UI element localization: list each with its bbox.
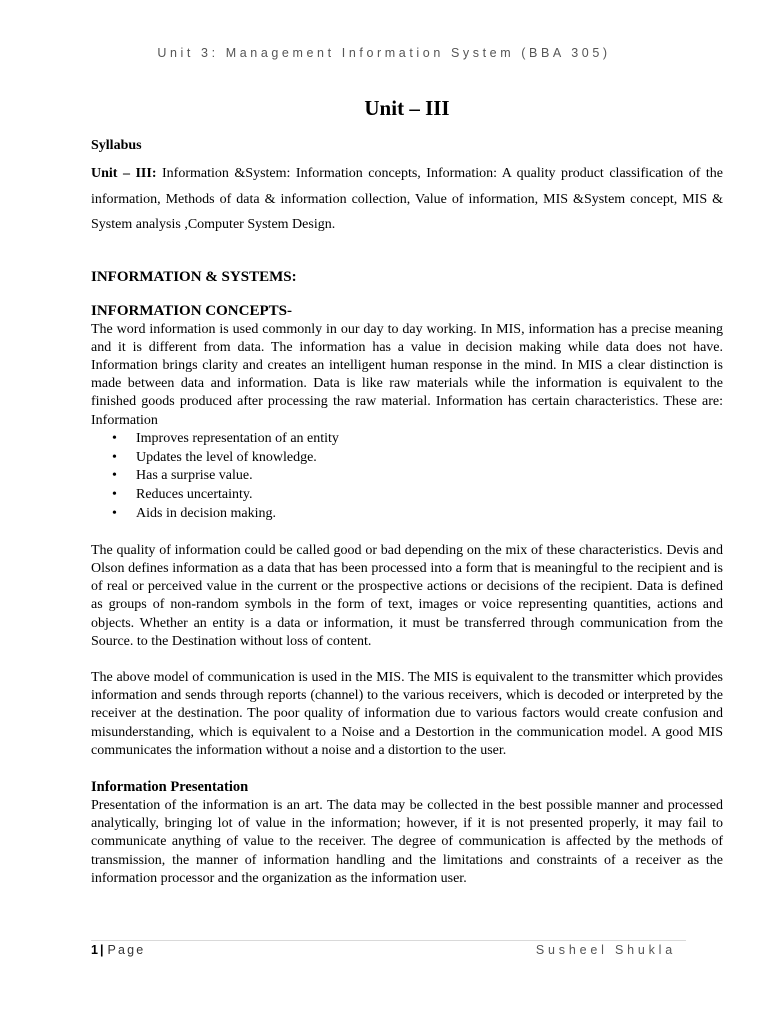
heading-information-systems: INFORMATION & SYSTEMS: — [91, 268, 297, 285]
syllabus-unit-label: Unit – III: — [91, 166, 157, 181]
characteristics-list — [91, 430, 723, 524]
footer-divider — [91, 940, 686, 941]
footer-author: Susheel Shukla — [535, 943, 676, 957]
list-item: • Has a surprise value. — [136, 467, 723, 486]
footer-separator: | — [99, 943, 104, 957]
syllabus-text: Information &System: Information concepts, Information: A quality product classification of the information, Methods of data & information collection, Value of information, MIS &System concept, MIS & System analysis ,Computer System Design. — [91, 166, 723, 232]
running-header: Unit 3: Management Information System (BBA 305) — [157, 46, 611, 60]
bullet-icon: • — [112, 487, 117, 503]
heading-information-presentation: Information Presentation — [91, 778, 249, 795]
paragraph-information-concepts: The word information is used commonly in our day to day working. In MIS, information has a precise meaning and it is different from data. The information has a value in decision making while data does not have. Information brings clarity and creates an intelligent human response in the mind. In MIS a clear distinction is made between data and information. Data is like raw materials while the information is equivalent to the finished goods produced after processing the raw material. Information has certain characteristics. These are: Information — [91, 321, 723, 428]
page-number: 1 — [91, 943, 98, 957]
list-item: • Aids in decision making. — [136, 505, 723, 524]
page-content — [91, 94, 723, 888]
bullet-icon: • — [112, 505, 117, 521]
list-item: • Updates the level of knowledge. — [136, 449, 723, 468]
list-item: • Reduces uncertainty. — [136, 486, 723, 505]
paragraph-information-quality: The quality of information could be called good or bad depending on the mix of these characteristics. Devis and Olson defines information as a data that has been processed into a form that is meaningful to the recipient and is of real or perceived value in the current or the prospective actions or decisions of the recipient. Data is defined as groups of non-random symbols in the form of text, images or voice representing quantities, actions and objects. Whether an entity is a data or information, it must be transferred through communication from the Source. to the Destination without loss of content. — [91, 542, 723, 649]
paragraph-information-presentation: Presentation of the information is an art. The data may be collected in the best possible manner and processed analytically, bringing lot of value in the information; however, if it is not presented properly, it may fail to communicate anything of value to the receiver. The degree of communication is affected by the methods of transmission, the manner of information handling and the limitations and constraints of a receiver as the information processor and the organization as the information user. — [91, 797, 723, 886]
paragraph-communication-model: The above model of communication is used in the MIS. The MIS is equivalent to the transmitter which provides information and sends through reports (channel) to the various receivers, which is decoded or interpreted by the receiver at the destination. The poor quality of information due to various factors would create confusion and misunderstanding, which is equivalent to a Noise and a Destortion in the communication model. A good MIS communicates the information without a noise and a distortion to the user. — [91, 669, 723, 758]
syllabus-paragraph — [91, 161, 723, 238]
syllabus-heading: Syllabus — [91, 138, 142, 153]
footer-page-indicator — [91, 943, 145, 957]
page-title: Unit – III — [364, 96, 450, 120]
page-label: Page — [107, 943, 146, 957]
bullet-icon: • — [112, 430, 117, 446]
bullet-icon: • — [112, 449, 117, 465]
list-item: • Improves representation of an entity — [136, 430, 723, 449]
heading-information-concepts: INFORMATION CONCEPTS- — [91, 302, 292, 319]
bullet-icon: • — [112, 468, 117, 484]
